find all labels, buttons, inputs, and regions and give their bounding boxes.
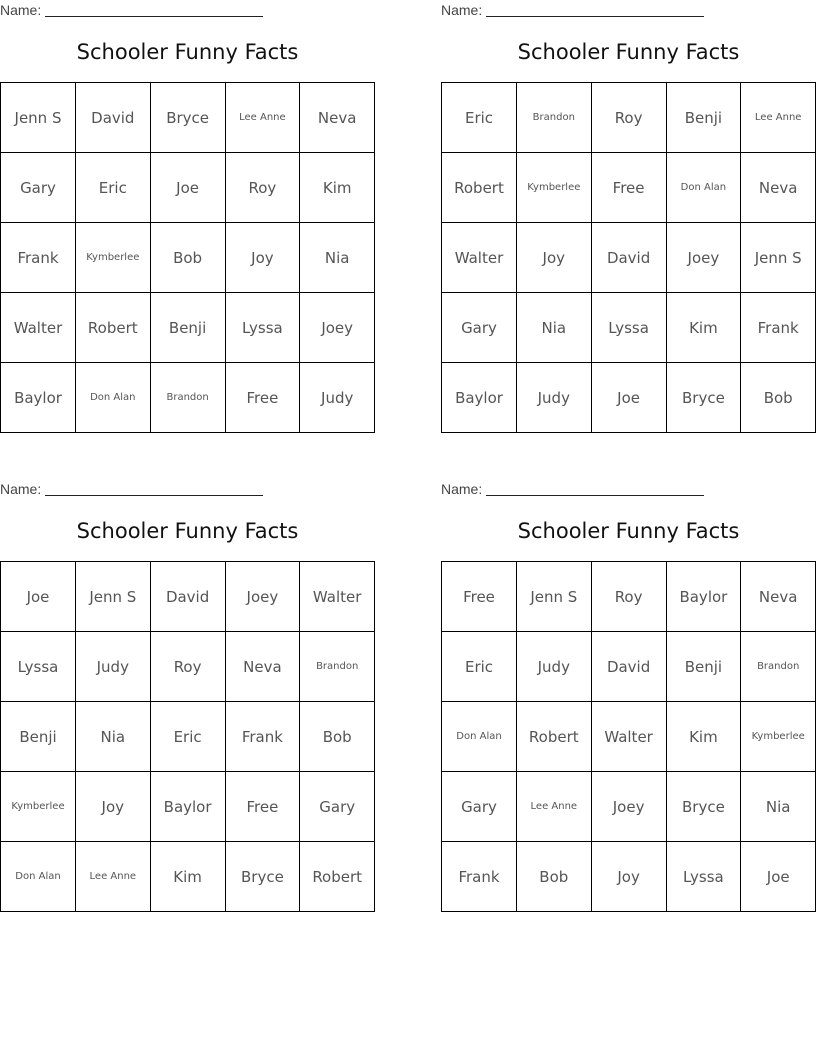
bingo-cell: Walter [1, 293, 76, 363]
bingo-cell: Lyssa [225, 293, 300, 363]
bingo-cell: Eric [76, 153, 151, 223]
bingo-cell: Bryce [225, 842, 300, 911]
bingo-grid [441, 82, 816, 433]
bingo-cell: Lyssa [666, 842, 741, 911]
bingo-cell: Joy [225, 223, 300, 293]
bingo-cell: Free [225, 363, 300, 432]
bingo-cell: Lyssa [592, 293, 667, 363]
bingo-cell: Lee Anne [225, 83, 300, 153]
bingo-cell: David [592, 632, 667, 702]
bingo-cell: Kim [666, 293, 741, 363]
bingo-cell: Jenn S [517, 562, 592, 632]
bingo-cell: Benji [1, 702, 76, 772]
name-underline [45, 495, 263, 496]
bingo-cell: Robert [442, 153, 517, 223]
bingo-cell: Lee Anne [741, 83, 815, 153]
bingo-cell: Baylor [442, 363, 517, 432]
bingo-cell: Eric [151, 702, 226, 772]
bingo-cell: Brandon [300, 632, 374, 702]
bingo-cell: Free [592, 153, 667, 223]
bingo-cell: Jenn S [1, 83, 76, 153]
bingo-cell: Kymberlee [517, 153, 592, 223]
bingo-cell: Joy [76, 772, 151, 842]
bingo-cell: Frank [741, 293, 815, 363]
bingo-cell: Bob [517, 842, 592, 911]
name-underline [486, 16, 704, 17]
bingo-cell: Bryce [151, 83, 226, 153]
bingo-grid [0, 561, 375, 912]
bingo-cell: Neva [741, 153, 815, 223]
bingo-cell: Lee Anne [76, 842, 151, 911]
bingo-cell: Lyssa [1, 632, 76, 702]
bingo-cell: Frank [1, 223, 76, 293]
bingo-cell: Gary [442, 772, 517, 842]
bingo-cell: Bob [300, 702, 374, 772]
name-underline [45, 16, 263, 17]
bingo-cell: Jenn S [741, 223, 815, 293]
bingo-card [0, 0, 375, 432]
bingo-cell: Gary [1, 153, 76, 223]
name-label: Name: [441, 481, 483, 497]
card-title: Schooler Funny Facts [517, 519, 740, 543]
bingo-cell: Joe [151, 153, 226, 223]
bingo-cell: Baylor [151, 772, 226, 842]
bingo-cell: Kymberlee [741, 702, 815, 772]
bingo-card [441, 0, 816, 432]
bingo-cell: Robert [312, 867, 363, 886]
bingo-card [441, 479, 816, 911]
bingo-cell: Nia [76, 702, 151, 772]
bingo-cell: Neva [300, 83, 374, 153]
bingo-cell: David [592, 223, 667, 293]
bingo-cell: Joey [666, 223, 741, 293]
bingo-cell: Nia [741, 772, 815, 842]
bingo-cell: Eric [442, 632, 517, 702]
bingo-cell: Bob [151, 223, 226, 293]
bingo-cell: Neva [741, 562, 815, 632]
bingo-cell: Free [225, 772, 300, 842]
name-label: Name: [441, 2, 483, 18]
bingo-cell: Joy [517, 223, 592, 293]
bingo-cell: Joe [1, 562, 76, 632]
bingo-card [0, 479, 375, 911]
bingo-cell: Kymberlee [76, 223, 151, 293]
bingo-cell: David [76, 83, 151, 153]
bingo-cell: Joe [766, 867, 790, 886]
bingo-cell: Neva [225, 632, 300, 702]
bingo-cell: Baylor [1, 363, 76, 432]
bingo-cell: Walter [592, 702, 667, 772]
bingo-cell: Don Alan [76, 363, 151, 432]
bingo-cell: Joey [592, 772, 667, 842]
bingo-cell: Joey [225, 562, 300, 632]
card-title: Schooler Funny Facts [76, 40, 299, 64]
bingo-cell: Frank [225, 702, 300, 772]
bingo-cell: Don Alan [1, 842, 76, 911]
bingo-grid [0, 82, 375, 433]
card-title: Schooler Funny Facts [76, 519, 299, 543]
bingo-cell: Baylor [666, 562, 741, 632]
bingo-cell: Nia [517, 293, 592, 363]
bingo-cell: Bryce [666, 772, 741, 842]
bingo-cell: Jenn S [76, 562, 151, 632]
bingo-cell: Gary [300, 772, 374, 842]
bingo-cell: Brandon [151, 363, 226, 432]
bingo-cell: Walter [300, 562, 374, 632]
bingo-cell: Benji [666, 83, 741, 153]
bingo-cell: Frank [442, 842, 517, 911]
bingo-cell: Judy [517, 363, 592, 432]
bingo-cell: Benji [666, 632, 741, 702]
bingo-cell: Nia [300, 223, 374, 293]
bingo-grid [441, 561, 816, 912]
bingo-cell: Brandon [517, 83, 592, 153]
bingo-cell: Kim [300, 153, 374, 223]
card-title: Schooler Funny Facts [517, 40, 740, 64]
bingo-cell: Judy [321, 388, 354, 407]
bingo-cell: David [151, 562, 226, 632]
bingo-cell: Bryce [666, 363, 741, 432]
bingo-cell: Roy [592, 562, 667, 632]
name-label: Name: [0, 481, 42, 497]
bingo-cell: Kim [151, 842, 226, 911]
bingo-cell: Joe [592, 363, 667, 432]
bingo-cell: Lee Anne [517, 772, 592, 842]
bingo-cell: Robert [76, 293, 151, 363]
bingo-cell: Bob [763, 388, 793, 407]
bingo-cell: Brandon [741, 632, 815, 702]
bingo-cell: Kymberlee [1, 772, 76, 842]
bingo-cell: Robert [517, 702, 592, 772]
name-label: Name: [0, 2, 42, 18]
bingo-cell: Roy [151, 632, 226, 702]
bingo-cell: Free [442, 562, 517, 632]
name-underline [486, 495, 704, 496]
bingo-cell: Gary [442, 293, 517, 363]
bingo-cell: Don Alan [666, 153, 741, 223]
bingo-cell: Joey [300, 293, 374, 363]
bingo-cell: Kim [666, 702, 741, 772]
bingo-cell: Joy [592, 842, 667, 911]
bingo-cell: Don Alan [442, 702, 517, 772]
bingo-cell: Roy [225, 153, 300, 223]
bingo-cell: Benji [151, 293, 226, 363]
bingo-cell: Walter [442, 223, 517, 293]
bingo-cell: Roy [592, 83, 667, 153]
bingo-cell: Judy [517, 632, 592, 702]
bingo-cell: Judy [76, 632, 151, 702]
bingo-cell: Eric [442, 83, 517, 153]
